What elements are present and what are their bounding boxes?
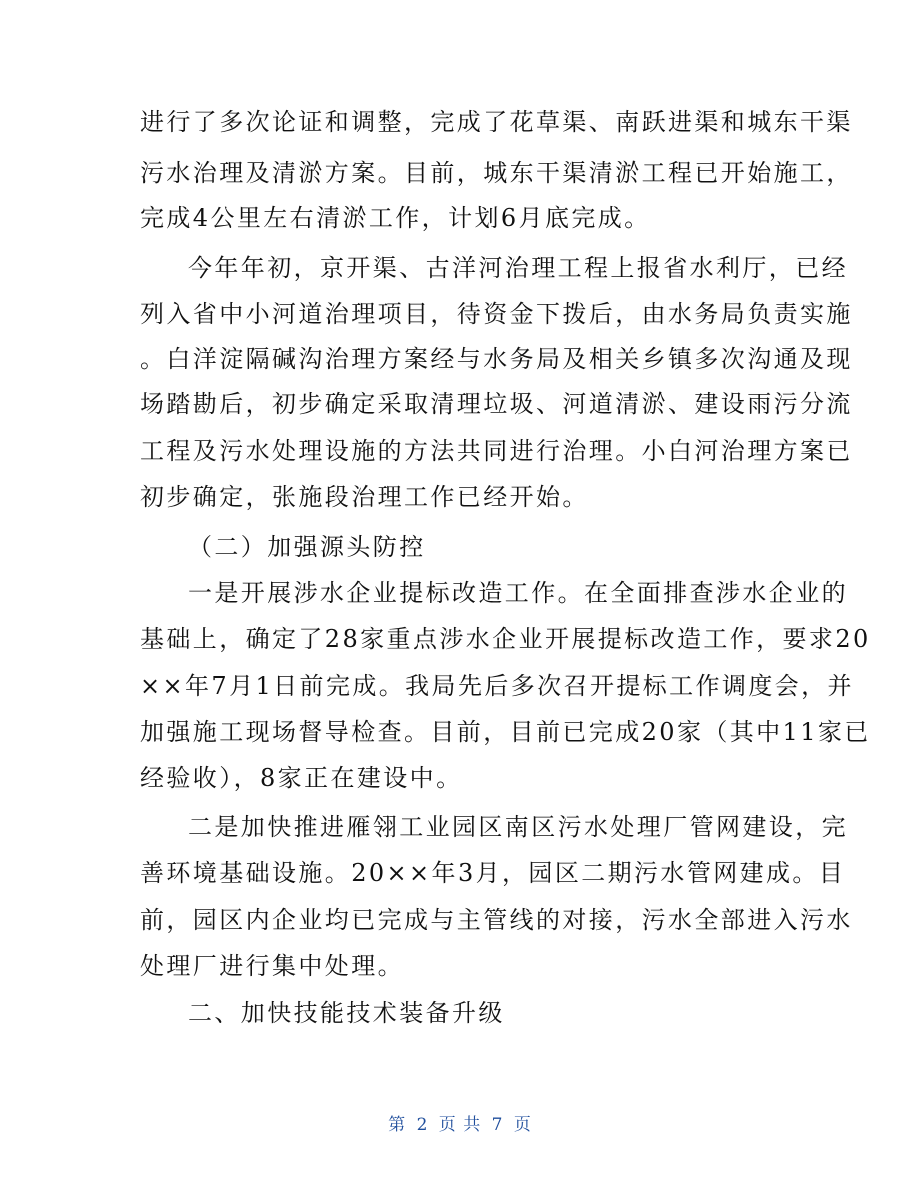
text-line: 二是加快推进雁翎工业园区南区污水处理厂管网建设，完 — [188, 813, 848, 841]
text-line: 处理厂进行集中处理。 — [140, 952, 404, 980]
text-line: 经验收），8家正在建设中。 — [140, 764, 463, 792]
text-line: 前，园区内企业均已完成与主管线的对接，污水全部进入污水 — [140, 906, 853, 934]
text-line: 基础上，确定了28家重点涉水企业开展提标改造工作，要求20 — [140, 625, 871, 653]
footer-current-page: 2 — [416, 1115, 429, 1135]
footer-suffix: 页 — [513, 1115, 532, 1135]
text-line: 污水治理及清淤方案。目前，城东干渠清淤工程已开始施工， — [140, 159, 853, 187]
section-heading: 二、加快技能技术装备升级 — [188, 999, 505, 1027]
text-line: 场踏勘后，初步确定采取清理垃圾、河道清淤、建设雨污分流 — [140, 390, 853, 418]
text-line: 进行了多次论证和调整，完成了花草渠、南跃进渠和城东干渠 — [140, 108, 853, 136]
text-line: 工程及污水处理设施的方法共同进行治理。小白河治理方案已 — [140, 437, 853, 465]
text-line: 一是开展涉水企业提标改造工作。在全面排查涉水企业的 — [188, 579, 848, 607]
text-line: 。白洋淀隔碱沟治理方案经与水务局及相关乡镇多次沟通及现 — [140, 345, 853, 373]
text-line: 今年年初，京开渠、古洋河治理工程上报省水利厅，已经 — [188, 254, 848, 282]
text-line: 列入省中小河道治理项目，待资金下拨后，由水务局负责实施 — [140, 300, 853, 328]
text-line: 善环境基础设施。20××年3月，园区二期污水管网建成。目 — [140, 859, 846, 887]
text-line: 加强施工现场督导检查。目前，目前已完成20家（其中11家已 — [140, 718, 871, 746]
footer-middle: 页 共 — [438, 1115, 482, 1135]
section-heading: （二）加强源头防控 — [188, 533, 426, 561]
text-line: 完成4公里左右清淤工作，计划6月底完成。 — [140, 204, 651, 232]
footer-prefix: 第 — [388, 1115, 407, 1135]
page-footer — [0, 1114, 920, 1136]
text-line: ××年7月1日前完成。我局先后多次召开提标工作调度会，并 — [140, 672, 854, 700]
text-line: 初步确定，张施段治理工作已经开始。 — [140, 483, 589, 511]
footer-total-pages: 7 — [491, 1115, 504, 1135]
